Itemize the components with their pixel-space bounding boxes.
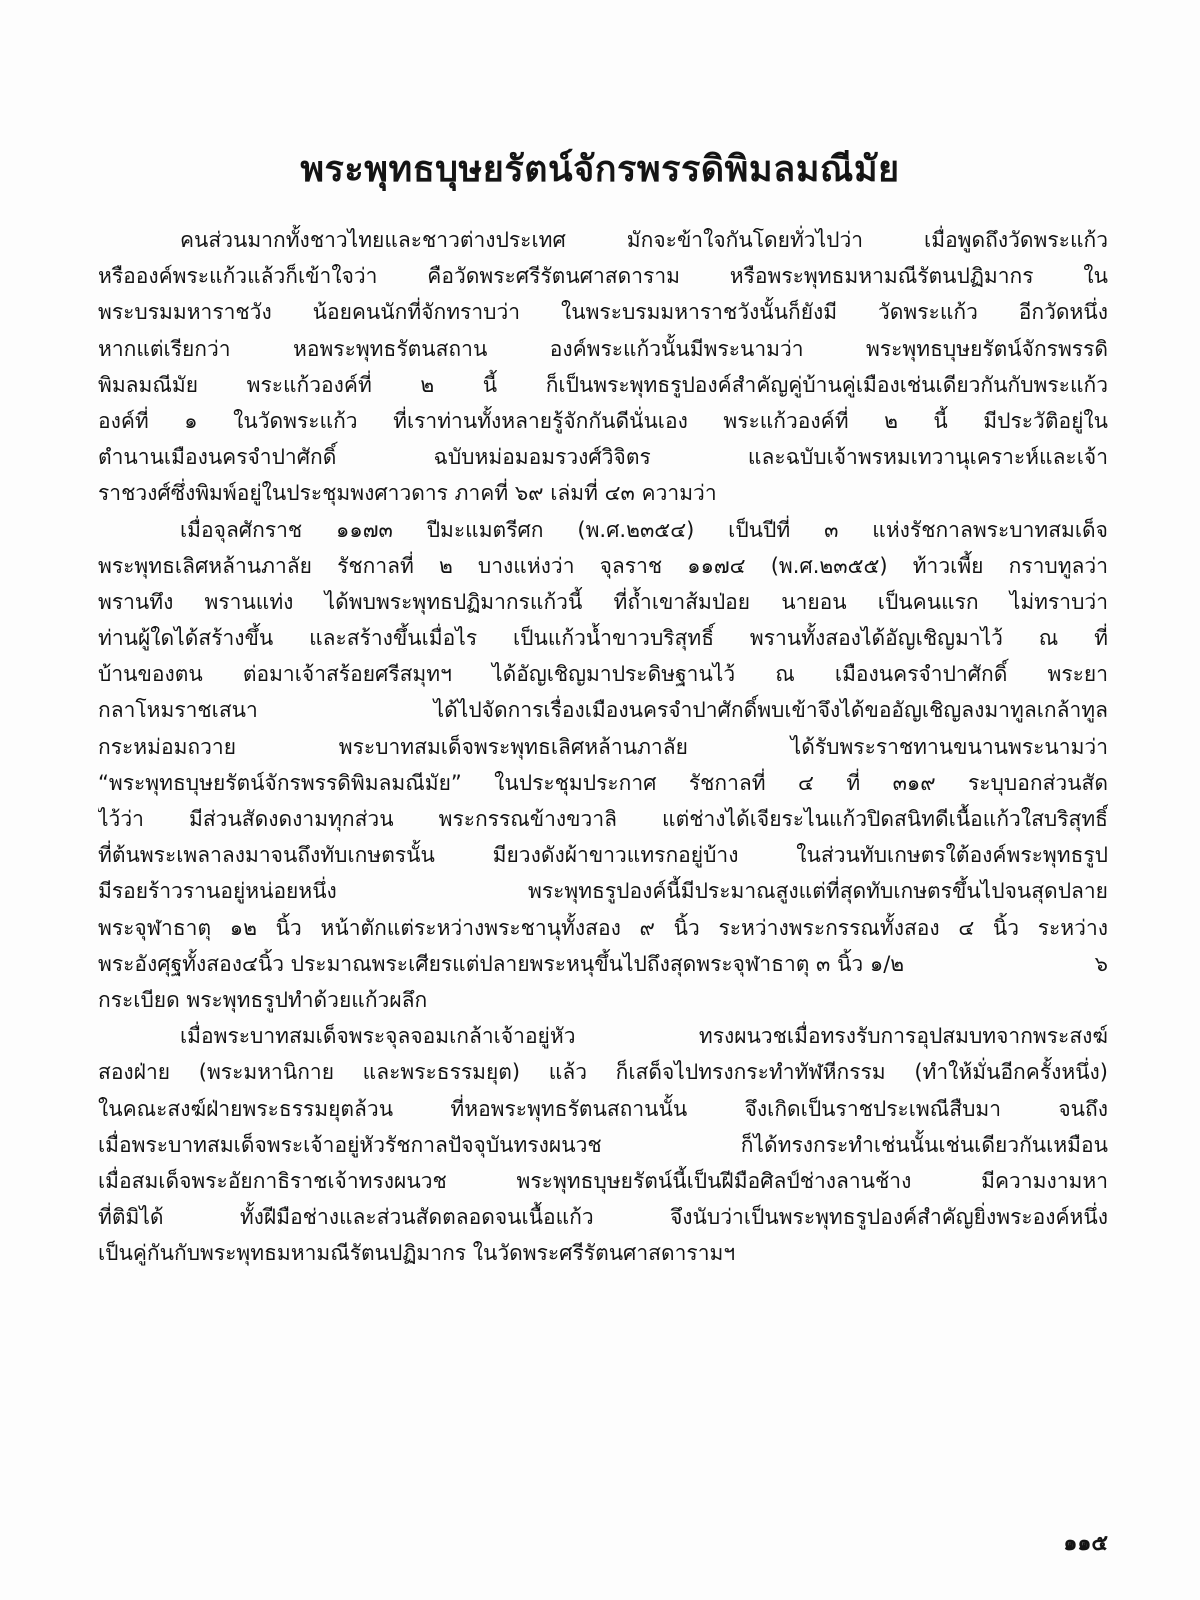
text-line: พระบรมมหาราชวัง น้อยคนนักที่จักทราบว่า ในพระบรมมหาราชวังนั้นก็ยังมี วัดพระแก้ว อีกวัดหนึ่ง — [98, 300, 1108, 325]
text-line: หรือองค์พระแก้วแล้วก็เข้าใจว่า คือวัดพระศรีรัตนศาสดาราม หรือพระพุทธมหามณีรัตนปฏิมากร ใน — [98, 264, 1108, 289]
text-line: กระเบียด พระพุทธรูปทำด้วยแก้วผลึก — [98, 987, 428, 1012]
text-line: พระจุฬาธาตุ ๑๒ นิ้ว หน้าตักแต่ระหว่างพระชานุทั้งสอง ๙ นิ้ว ระหว่างพระกรรณทั้งสอง ๔ นิ้ว ระหว่าง — [98, 915, 1108, 940]
paragraph-2 — [98, 512, 1108, 1019]
text-line: ท่านผู้ใดได้สร้างขึ้น และสร้างขึ้นเมื่อไร เป็นแก้วน้ำขาวบริสุทธิ์ พรานทั้งสองได้อัญเชิญมาไว้ ณ ที่ — [98, 626, 1108, 651]
text-line: กระหม่อมถวาย พระบาทสมเด็จพระพุทธเลิศหล้านภาลัย ได้รับพระราชทานขนานพระนามว่า — [98, 734, 1108, 759]
text-line: เมื่อพระบาทสมเด็จพระจุลจอมเกล้าเจ้าอยู่หัว ทรงผนวชเมื่อทรงรับการอุปสมบทจากพระสงฆ์ — [180, 1024, 1108, 1049]
text-line: พิมลมณีมัย พระแก้วองค์ที่ ๒ นี้ ก็เป็นพระพุทธรูปองค์สำคัญคู่บ้านคู่เมืองเช่นเดียวกันกับพระแก้ว — [98, 372, 1108, 397]
text-line: ที่ต้นพระเพลาลงมาจนถึงทับเกษตรนั้น มียวงดังผ้าขาวแทรกอยู่บ้าง ในส่วนทับเกษตรใต้องค์พระพุทธรูป — [98, 843, 1108, 868]
text-line: เมื่อพระบาทสมเด็จพระเจ้าอยู่หัวรัชกาลปัจจุบันทรงผนวช ก็ได้ทรงกระทำเช่นนั้นเช่นเดียวกันเหมือน — [98, 1132, 1108, 1157]
text-line: บ้านของตน ต่อมาเจ้าสร้อยศรีสมุทฯ ได้อัญเชิญมาประดิษฐานไว้ ณ เมืองนครจำปาศักดิ์ พระยา — [98, 662, 1108, 687]
text-line: ไว้ว่า มีส่วนสัดงดงามทุกส่วน พระกรรณข้างขวาลิ แต่ช่างได้เจียระไนแก้วปิดสนิทดีเนื้อแก้วใสบริสุทธิ์ — [98, 807, 1108, 831]
body-text — [98, 222, 1108, 1271]
text-line: องค์ที่ ๑ ในวัดพระแก้ว ที่เราท่านทั้งหลายรู้จักกันดีนั่นเอง พระแก้วองค์ที่ ๒ นี้ มีประวัติอยู่ใน — [98, 408, 1108, 433]
text-line: ราชวงศ์ซึ่งพิมพ์อยู่ในประชุมพงศาวดาร ภาคที่ ๖๙ เล่มที่ ๔๓ ความว่า — [98, 481, 717, 506]
paragraph-1 — [98, 222, 1108, 512]
text-line: สองฝ่าย (พระมหานิกาย และพระธรรมยุต) แล้ว ก็เสด็จไปทรงกระทำทัฬหีกรรม (ทำให้มั่นอีกครั้งหนึ่ง) — [98, 1060, 1108, 1085]
text-line: หากแต่เรียกว่า หอพระพุทธรัตนสถาน องค์พระแก้วนั้นมีพระนามว่า พระพุทธบุษยรัตน์จักรพรรดิ — [98, 336, 1108, 361]
text-line: เป็นคู่กันกับพระพุทธมหามณีรัตนปฏิมากร ในวัดพระศรีรัตนศาสดารามฯ — [98, 1241, 736, 1266]
text-line: “พระพุทธบุษยรัตน์จักรพรรดิพิมลมณีมัย” ในประชุมประกาศ รัชกาลที่ ๔ ที่ ๓๑๙ ระบุบอกส่วนสัด — [98, 770, 1108, 795]
page-number: ๑๑๕ — [1063, 1531, 1108, 1556]
text-line: พระพุทธเลิศหล้านภาลัย รัชกาลที่ ๒ บางแห่งว่า จุลราช ๑๑๗๔ (พ.ศ.๒๓๕๕) ท้าวเพี้ย กราบทูลว่า — [98, 553, 1108, 578]
page-title: พระพุทธบุษยรัตน์จักรพรรดิพิมลมณีมัย — [300, 149, 900, 190]
text-line: มีรอยร้าวรานอยู่หน่อยหนึ่ง พระพุทธรูปองค์นี้มีประมาณสูงแต่ที่สุดทับเกษตรขึ้นไปจนสุดปลาย — [98, 879, 1108, 904]
text-line: ตำนานเมืองนครจำปาศักดิ์ ฉบับหม่อมอมรวงศ์วิจิตร และฉบับเจ้าพรหมเทวานุเคราะห์และเจ้า — [98, 445, 1108, 470]
text-line: คนส่วนมากทั้งชาวไทยและชาวต่างประเทศ มักจะข้าใจกันโดยทั่วไปว่า เมื่อพูดถึงวัดพระแก้ว — [180, 228, 1108, 252]
text-line: ในคณะสงฆ์ฝ่ายพระธรรมยุตล้วน ที่หอพระพุทธรัตนสถานนั้น จึงเกิดเป็นราชประเพณีสืบมา จนถึง — [98, 1096, 1108, 1121]
text-line: เมื่อสมเด็จพระอัยกาธิราชเจ้าทรงผนวช พระพุทธบุษยรัตน์นี้เป็นฝีมือศิลป์ช่างลานช้าง มีความงามหา — [98, 1168, 1108, 1193]
text-line: กลาโหมราชเสนา ได้ไปจัดการเรื่องเมืองนครจำปาศักดิ์พบเข้าจึงได้ขออัญเชิญลงมาทูลเกล้าทูล — [98, 698, 1108, 723]
text-line-with-margin-number — [98, 946, 1108, 982]
text-line: ที่ติมิได้ ทั้งฝีมือช่างและส่วนสัดตลอดจนเนื้อแก้ว จึงนับว่าเป็นพระพุทธรูปองค์สำคัญยิ่งพระองค์หนึ่ง — [98, 1205, 1108, 1230]
paragraph-3 — [98, 1018, 1108, 1271]
text-line: พระอังศุฐทั้งสอง๔นิ้ว ประมาณพระเศียรแต่ปลายพระหนุขึ้นไปถึงสุดพระจุฬาธาตุ ๓ นิ้ว ๑/๒ — [98, 951, 905, 976]
text-line: พรานทึง พรานแท่ง ได้พบพระพุทธปฏิมากรแก้วนี้ ที่ถ้ำเขาส้มป่อย นายอน เป็นคนแรก ไม่ทราบว่า — [98, 589, 1108, 614]
margin-number: ๖ — [1094, 951, 1108, 976]
text-line: เมื่อจุลศักราช ๑๑๗๓ ปีมะแมตรีศก (พ.ศ.๒๓๕๔) เป็นปีที่ ๓ แห่งรัชกาลพระบาทสมเด็จ — [180, 517, 1108, 542]
